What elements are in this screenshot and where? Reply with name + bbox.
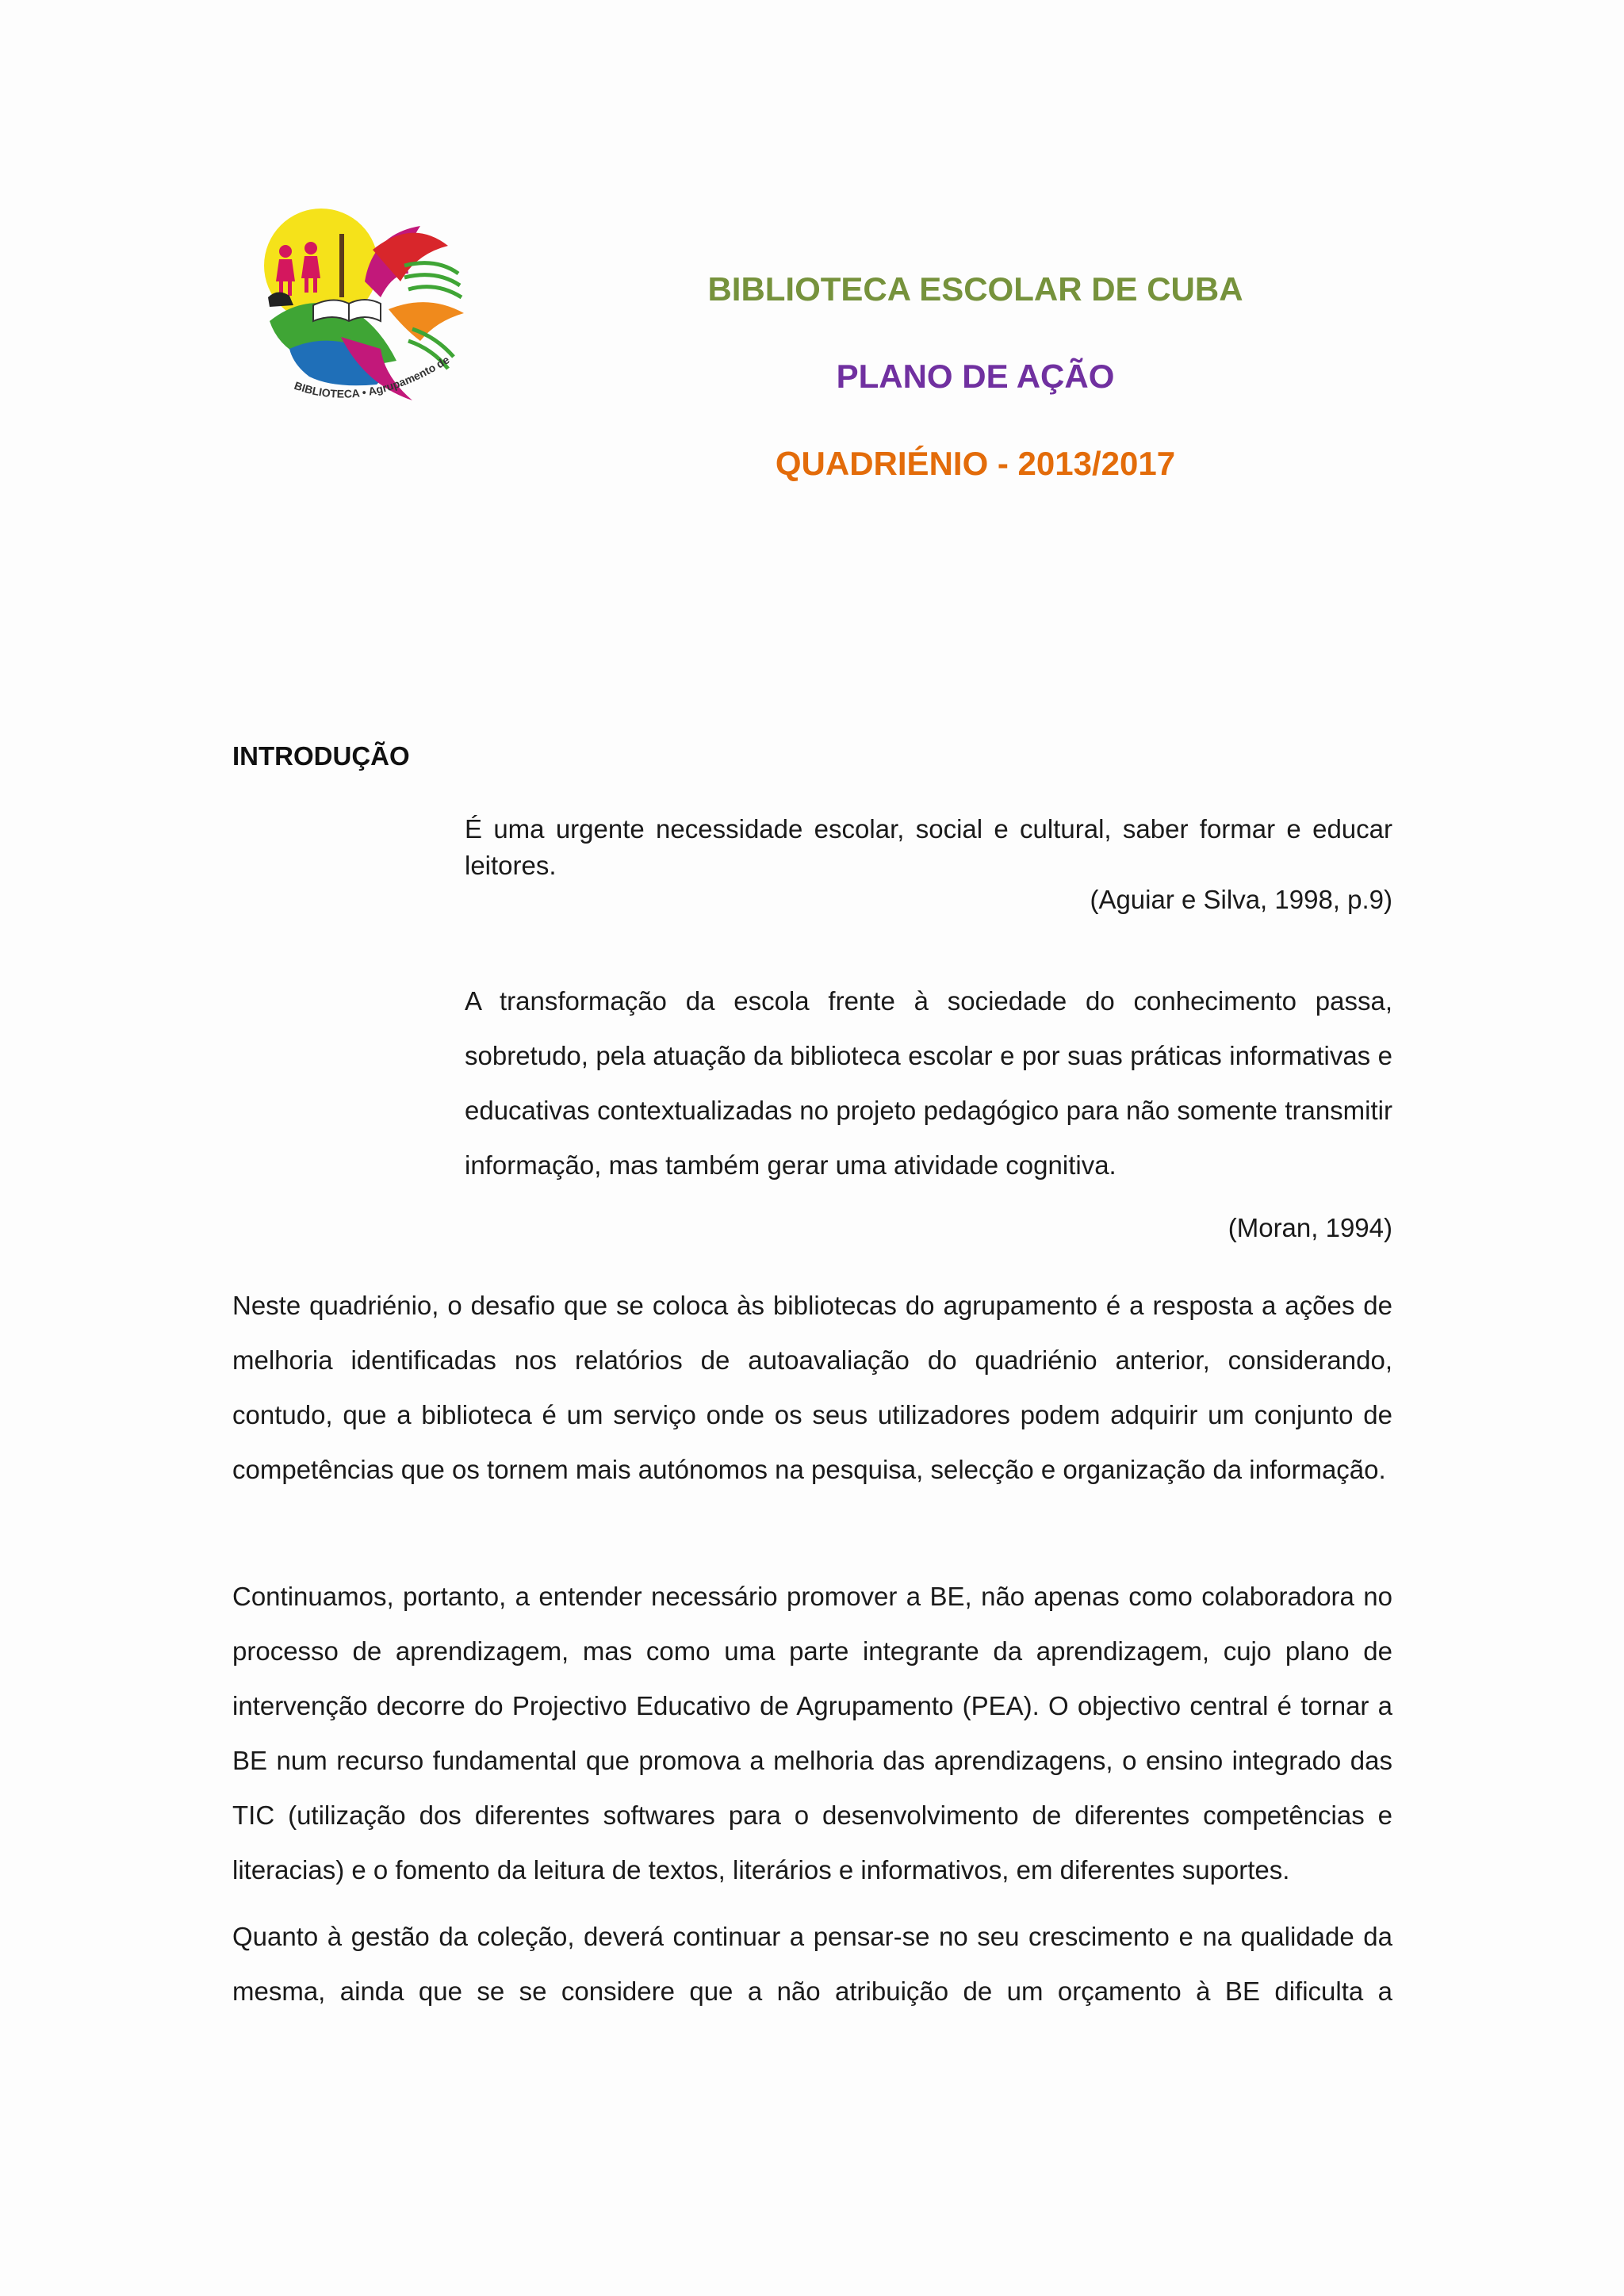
title-quadrennium: QUADRIÉNIO - 2013/2017: [775, 445, 1176, 482]
title-school-library: BIBLIOTECA ESCOLAR DE CUBA: [707, 270, 1243, 308]
title-action-plan: PLANO DE AÇÃO: [836, 358, 1115, 395]
body-paragraph-1: Neste quadriénio, o desafio que se coloca às bibliotecas do agrupamento é a resposta a ações de melhoria identificadas nos relatórios de autoavaliação do quadriénio anterior, considerando, contudo, que a biblioteca é um serviço onde os seus utilizadores podem adquirir um conjunto de competências que os tornem mais autónomos na pesquisa, selecção e organização da informação.: [232, 1291, 1392, 1484]
library-logo: [246, 202, 484, 424]
epigraph-citation-1: (Aguiar e Silva, 1998, p.9): [1090, 885, 1392, 914]
epigraph-quote-1: É uma urgente necessidade escolar, social e cultural, saber formar e educar leitores.: [465, 814, 1392, 880]
library-logo-icon: [246, 202, 484, 424]
body-paragraph-2: Continuamos, portanto, a entender necessário promover a BE, não apenas como colaboradora no processo de aprendizagem, mas como uma parte integrante da aprendizagem, cujo plano de intervenção decorre do Projectivo Educativo de Agrupamento (PEA). O objectivo central é tornar a BE num recurso fundamental que promova a melhoria das aprendizagens, o ensino integrado das TIC (utilização dos diferentes softwares para o desenvolvimento de diferentes competências e literacias) e o fomento da leitura de textos, literários e informativos, em diferentes suportes.: [232, 1582, 1392, 1885]
epigraph-quote-2: A transformação da escola frente à sociedade do conhecimento passa, sobretudo, pela atuação da biblioteca escolar e por suas práticas informativas e educativas contextualizadas no projeto pedagógico para não somente transmitir informação, mas também gerar uma atividade cognitiva.: [465, 986, 1392, 1180]
section-heading-introduction: INTRODUÇÃO: [232, 741, 410, 771]
body-paragraph-3: Quanto à gestão da coleção, deverá continuar a pensar-se no seu crescimento e na qualidade da mesma, ainda que se se considere que a não atribuição de um orçamento à BE dificulta a: [232, 1922, 1392, 2006]
svg-text:BIBLIOTECA • Agrupamento de Es: BIBLIOTECA • Agrupamento de: [293, 353, 452, 400]
epigraph-citation-2: (Moran, 1994): [1228, 1213, 1392, 1242]
